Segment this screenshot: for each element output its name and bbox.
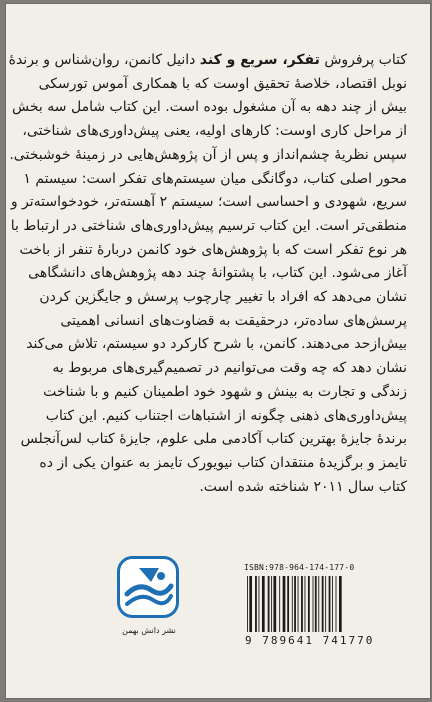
publisher-logo-icon [117, 556, 179, 618]
barcode-bar [298, 576, 299, 632]
description-line: نشان می‌دهد که افراد با تغییر چارچوب پرسش و جایگزین کردن [39, 289, 407, 306]
description-line: بیش از چند دهه به آن مشغول بوده است. این کتاب شامل سه بخش [12, 99, 407, 116]
barcode-bar [336, 576, 337, 632]
description-line: زندگی و تجارت به بینش و شهود خود اطمینان کنیم و با شناخت [43, 383, 407, 400]
description-line: سریع، شهودی و احساسی است؛ سیستم ۲ آهسته‌تر، خودخواسته‌تر و [10, 194, 407, 211]
description-line: از مراحل کاری اوست: کارهای اولیه، یعنی پیش‌داوری‌های شناختی، [22, 123, 407, 140]
description-line-text: کتاب پرفروش [319, 52, 407, 68]
description-line: پیش‌داوری‌های ذهنی چگونه از اشتباهات اجتناب کنیم. این کتاب [45, 407, 407, 424]
description-text [8, 49, 407, 499]
barcode-bar [332, 576, 333, 632]
barcode-bar [301, 576, 303, 632]
barcode-bar [318, 576, 319, 632]
description-line: نوبل اقتصاد، خلاصهٔ تحقیق اوست که با همکاری آموس تورسکی [38, 75, 407, 92]
barcode-bar [255, 576, 257, 632]
barcode-bar [339, 576, 342, 632]
description-line: کتاب سال ۲۰۱۱ شناخته شده است. [199, 478, 407, 495]
barcode-bar [268, 576, 270, 632]
barcode-bar [294, 576, 296, 632]
barcode-bar [322, 576, 324, 632]
description-line [8, 49, 407, 73]
description-line: پرسش‌های ساده‌تر، درحقیقت به قضاوت‌های انسانی اهمیتی [60, 312, 407, 329]
description-line: تایمز و برگزیدهٔ منتقدان کتاب نیویورک تایمز به عنوان یکی از ده [39, 454, 407, 471]
description-line: هر نوع تفکر است که با پژوهش‌های خود کانمن دربارهٔ تنفر از باخت [19, 241, 407, 258]
barcode-bar [315, 576, 317, 632]
barcode-bar [273, 576, 276, 632]
barcode-bar [279, 576, 280, 632]
description-line-text: دانیل کانمن، روان‌شناس و برندهٔ [8, 52, 200, 68]
barcode-bar [262, 576, 265, 632]
barcode-bar [329, 576, 331, 632]
barcode-bar [283, 576, 286, 632]
barcode-bar [287, 576, 289, 632]
book-back-cover [6, 4, 430, 698]
barcode-bar [292, 576, 293, 632]
barcode-bar [271, 576, 272, 632]
barcode-bar [308, 576, 310, 632]
barcode-bar [249, 576, 252, 632]
description-line: آغاز می‌شود. این کتاب، با پشتوانهٔ چند دهه پژوهش‌های دانشگاهی [28, 265, 407, 282]
barcode-digits: 9 789641 741770 [245, 634, 375, 647]
description-line: منطقی‌تر است. این کتاب ترسیم پیش‌داوری‌های شناختی در ارتباط با [10, 217, 407, 234]
isbn-label: ISBN:978-964-174-177-0 [244, 563, 355, 572]
barcode-bar [325, 576, 326, 632]
barcode [245, 576, 409, 632]
barcode-bar [259, 576, 260, 632]
description-line: محور اصلی کتاب، دوگانگی میان سیستم‌های تفکر است: سیستم ۱ [23, 170, 407, 187]
description-line: سپس نظریهٔ چشم‌انداز و پس از آن پژوهش‌هایی در زمینهٔ خوشبختی. [9, 146, 407, 163]
barcode-bar [247, 576, 248, 632]
barcode-bar [313, 576, 314, 632]
book-title-inline: تفکر، سریع و کند [199, 52, 320, 68]
description-line: نشان دهد که چه وقت می‌توانیم در تصمیم‌گیری‌های مربوط به [52, 360, 407, 377]
publisher-name: نشر دانش بهمن [122, 626, 176, 635]
barcode-bar [305, 576, 306, 632]
description-line: برندهٔ جایزهٔ بهترین کتاب آکادمی ملی علوم، جایزهٔ کتاب لس‌آنجلس [20, 431, 407, 448]
description-line: بیش‌ازحد می‌دهند. کانمن، با شرح کارکرد دو سیستم، تلاش می‌کند [26, 336, 407, 353]
